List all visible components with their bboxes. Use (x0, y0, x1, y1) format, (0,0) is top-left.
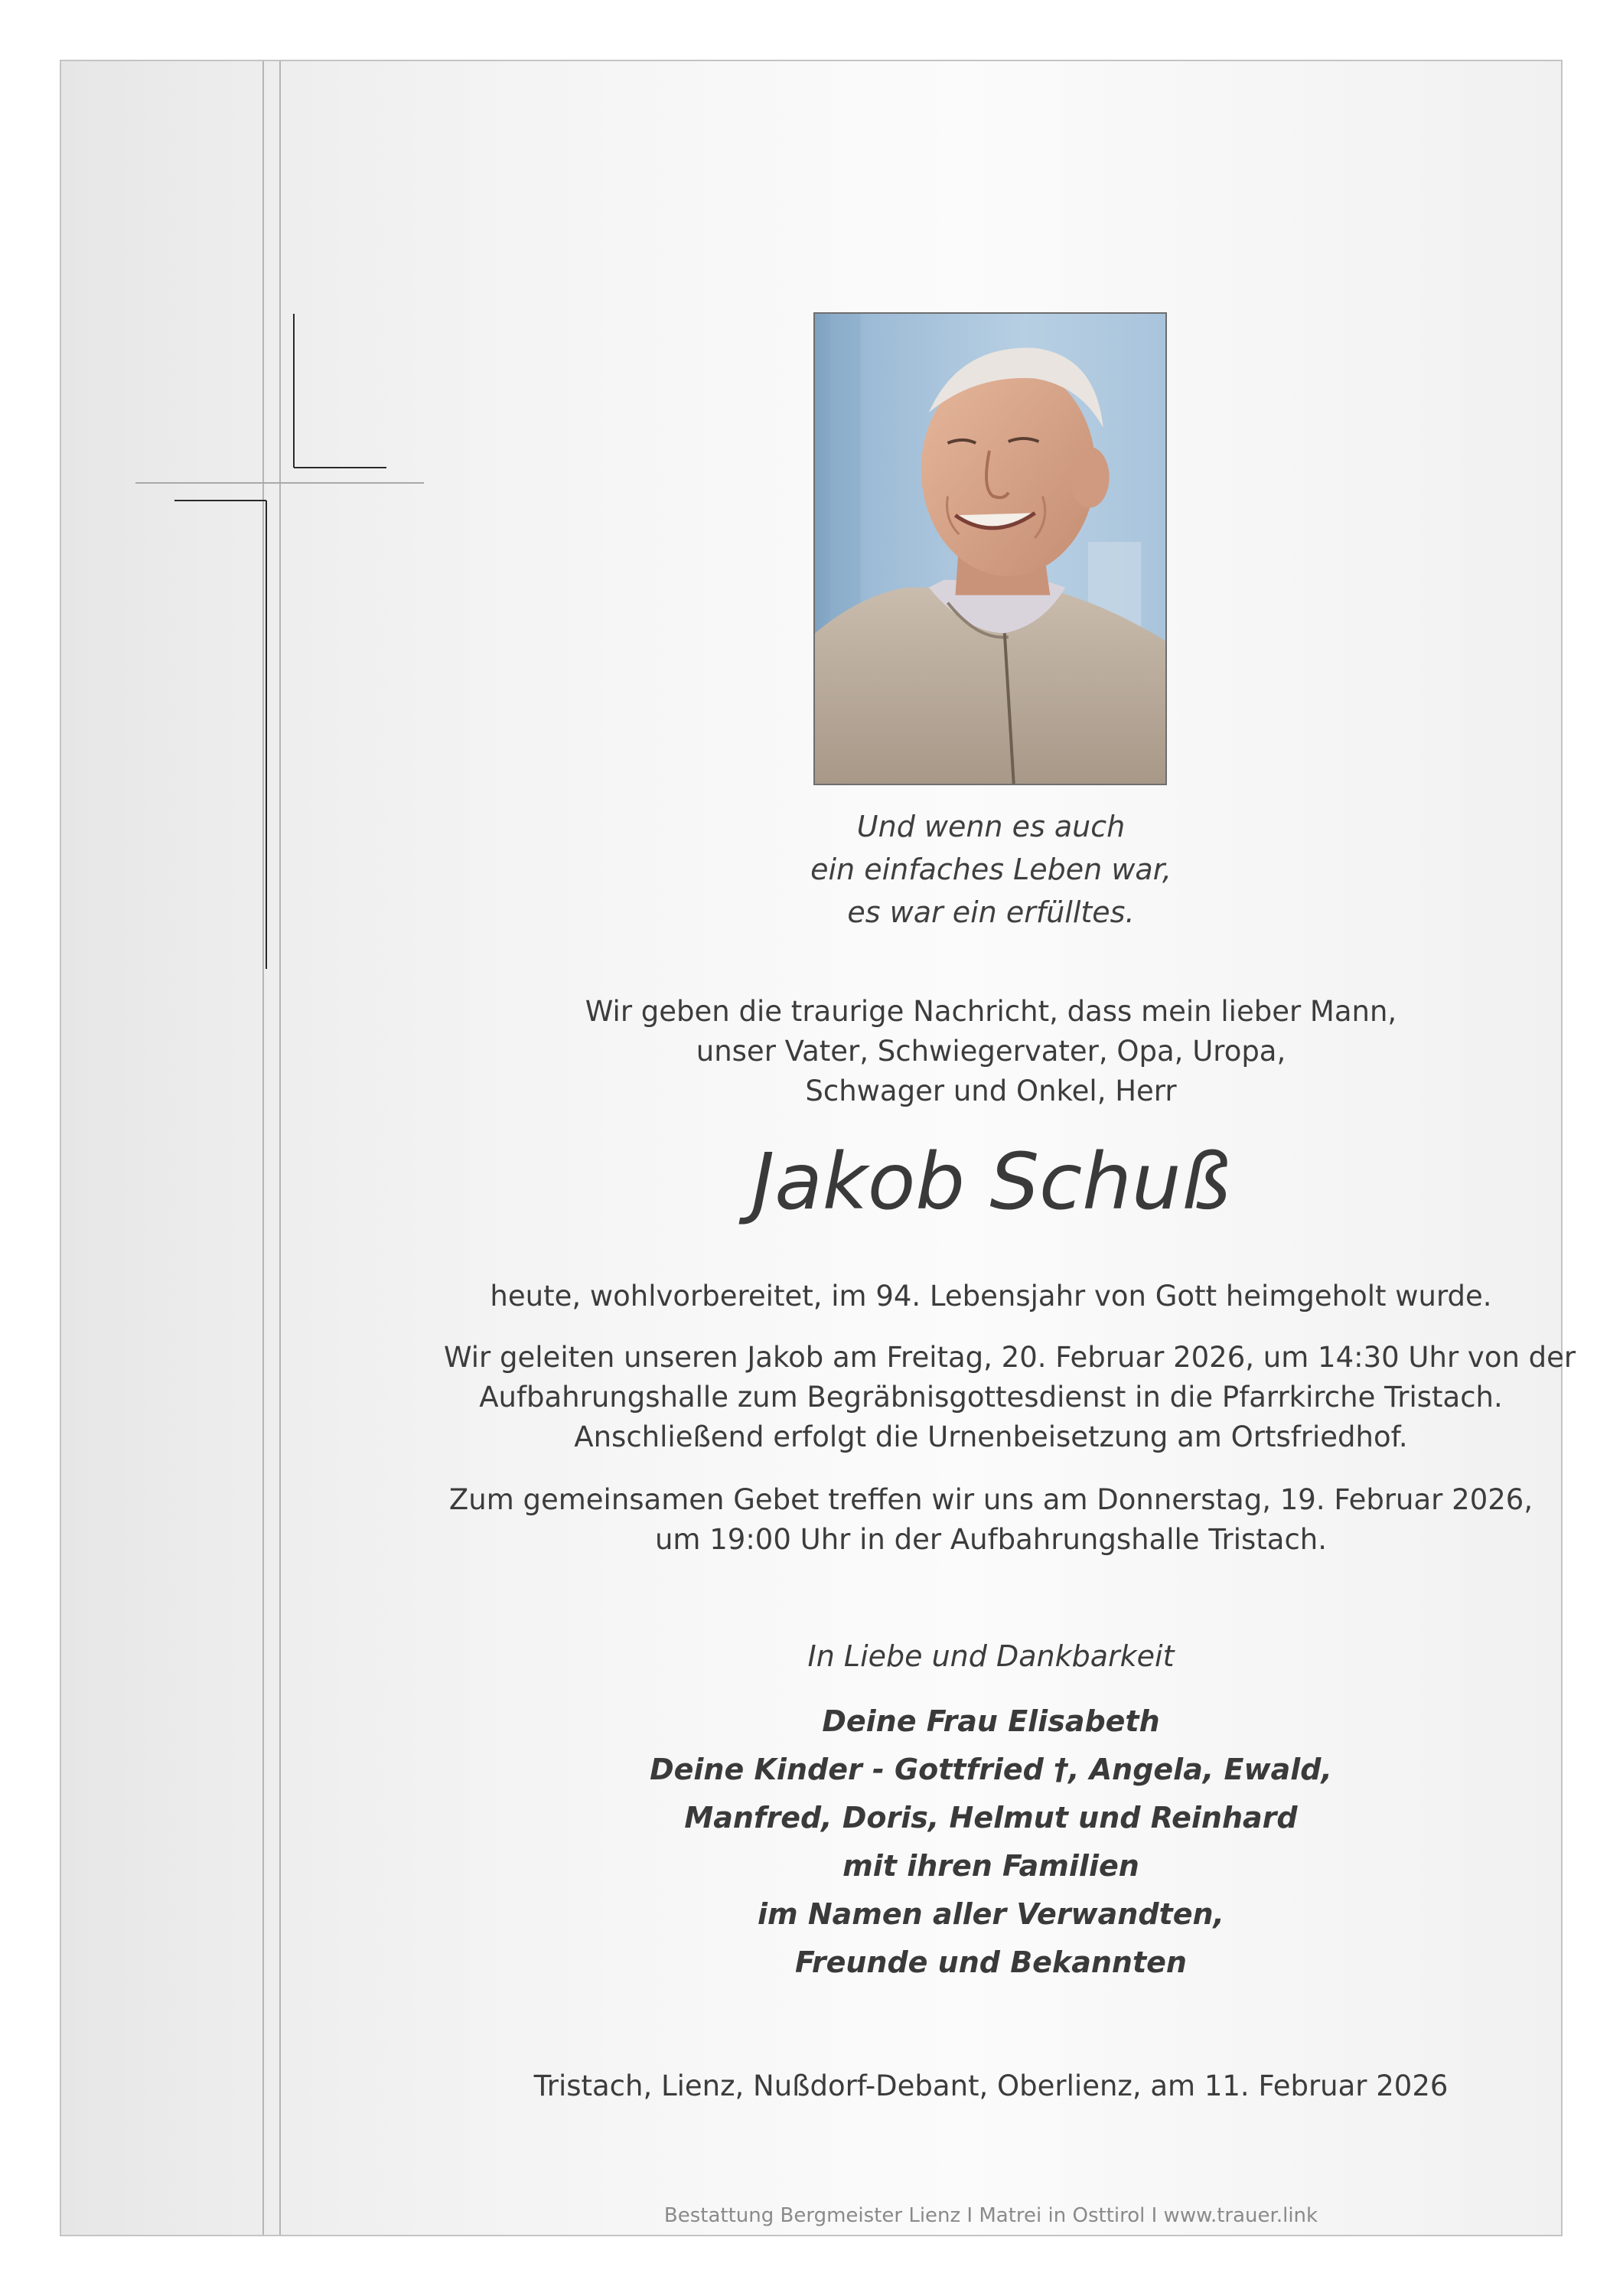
mourner-line: Manfred, Doris, Helmut und Reinhard (684, 1801, 1298, 1835)
mourners-list (444, 1698, 1538, 1987)
intro-line: Wir geben die traurige Nachricht, dass mein lieber Mann, (585, 995, 1397, 1028)
prayer-line: Zum gemeinsamen Gebet treffen wir uns am Donnerstag, 19. Februar 2026, (448, 1483, 1533, 1516)
prayer-line: um 19:00 Uhr in der Aufbahrungshalle Tristach. (654, 1523, 1327, 1556)
deceased-name: Jakob Schuß (751, 1137, 1230, 1228)
mourner-line: mit ihren Familien (842, 1849, 1139, 1883)
funeral-line: Anschließend erfolgt die Urnenbeisetzung am Ortsfriedhof. (574, 1420, 1408, 1453)
mourner-line: Deine Frau Elisabeth (822, 1704, 1160, 1738)
mourner-line: Deine Kinder - Gottfried †, Angela, Ewald, (650, 1753, 1332, 1786)
funeral-line: Wir geleiten unseren Jakob am Freitag, 20. Februar 2026, um 14:30 Uhr von der (444, 1341, 1576, 1374)
mourner-line: Freunde und Bekannten (795, 1945, 1187, 1979)
mourner-line: im Namen aller Verwandten, (758, 1897, 1224, 1931)
funeral-details (444, 1338, 1576, 1457)
verse-line: Und wenn es auch (856, 810, 1126, 843)
intro-line: Schwager und Onkel, Herr (805, 1075, 1177, 1107)
announcement-intro (444, 992, 1538, 1111)
prayer-details (444, 1480, 1538, 1560)
death-notice: heute, wohlvorbereitet, im 94. Lebensjahr von Gott heimgeholt wurde. (490, 1280, 1492, 1313)
portrait-photo (813, 312, 1167, 785)
closing-phrase: In Liebe und Dankbarkeit (807, 1639, 1175, 1673)
place-and-date: Tristach, Lienz, Nußdorf-Debant, Oberlienz, am 11. Februar 2026 (533, 2069, 1449, 2102)
verse-line: ein einfaches Leben war, (810, 853, 1172, 886)
verse-line: es war ein erfülltes. (847, 895, 1135, 929)
intro-line: unser Vater, Schwiegervater, Opa, Uropa, (696, 1035, 1286, 1068)
funeral-home-footer: Bestattung Bergmeister Lienz I Matrei in Osttirol I www.trauer.link (663, 2204, 1318, 2227)
verse (444, 805, 1538, 934)
funeral-line: Aufbahrungshalle zum Begräbnisgottesdienst in die Pfarrkirche Tristach. (479, 1381, 1503, 1414)
